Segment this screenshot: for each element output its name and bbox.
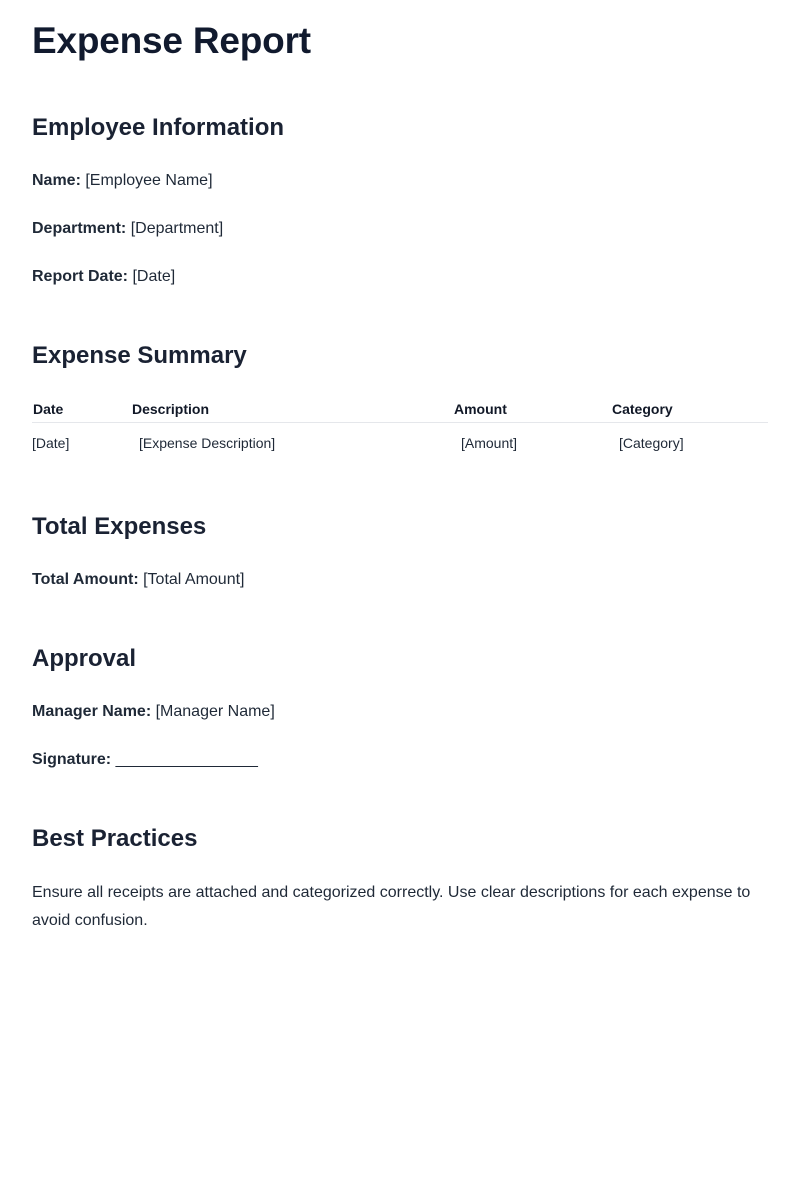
report-date-value: [Date] [132, 268, 176, 285]
signature-field [32, 751, 258, 769]
employee-name-field [32, 172, 213, 190]
total-amount-field [32, 571, 244, 589]
report-date-field [32, 268, 175, 286]
table-header-divider [32, 422, 768, 423]
manager-name-label: Manager Name: [32, 703, 152, 720]
approval-heading: Approval [32, 645, 137, 672]
total-amount-value: [Total Amount] [143, 571, 245, 588]
cell-description: [Expense Description] [139, 435, 276, 451]
column-header-amount: Amount [454, 401, 507, 417]
cell-category: [Category] [619, 435, 684, 451]
best-practices-heading: Best Practices [32, 825, 198, 852]
department-label: Department: [32, 220, 127, 237]
total-expenses-heading: Total Expenses [32, 513, 207, 540]
signature-line: ________________ [115, 751, 258, 768]
column-header-category: Category [612, 401, 673, 417]
cell-amount: [Amount] [461, 435, 518, 451]
manager-name-field [32, 703, 275, 721]
total-amount-label: Total Amount: [32, 571, 139, 588]
expense-summary-heading: Expense Summary [32, 342, 247, 369]
best-practices-text: Ensure all receipts are attached and categorized correctly. Use clear descriptions for each expense to avoid confusion. [32, 884, 751, 929]
department-value: [Department] [130, 220, 224, 237]
report-date-label: Report Date: [32, 268, 129, 285]
column-header-date: Date [33, 401, 64, 417]
column-header-description: Description [132, 401, 210, 417]
manager-name-value: [Manager Name] [155, 703, 275, 720]
signature-label: Signature: [32, 751, 112, 768]
employee-name-value: [Employee Name] [85, 172, 213, 189]
employee-name-label: Name: [32, 172, 81, 189]
employee-information-heading: Employee Information [32, 114, 285, 141]
page-title: Expense Report [32, 20, 311, 61]
cell-date: [Date] [32, 435, 70, 451]
department-field [32, 220, 223, 238]
